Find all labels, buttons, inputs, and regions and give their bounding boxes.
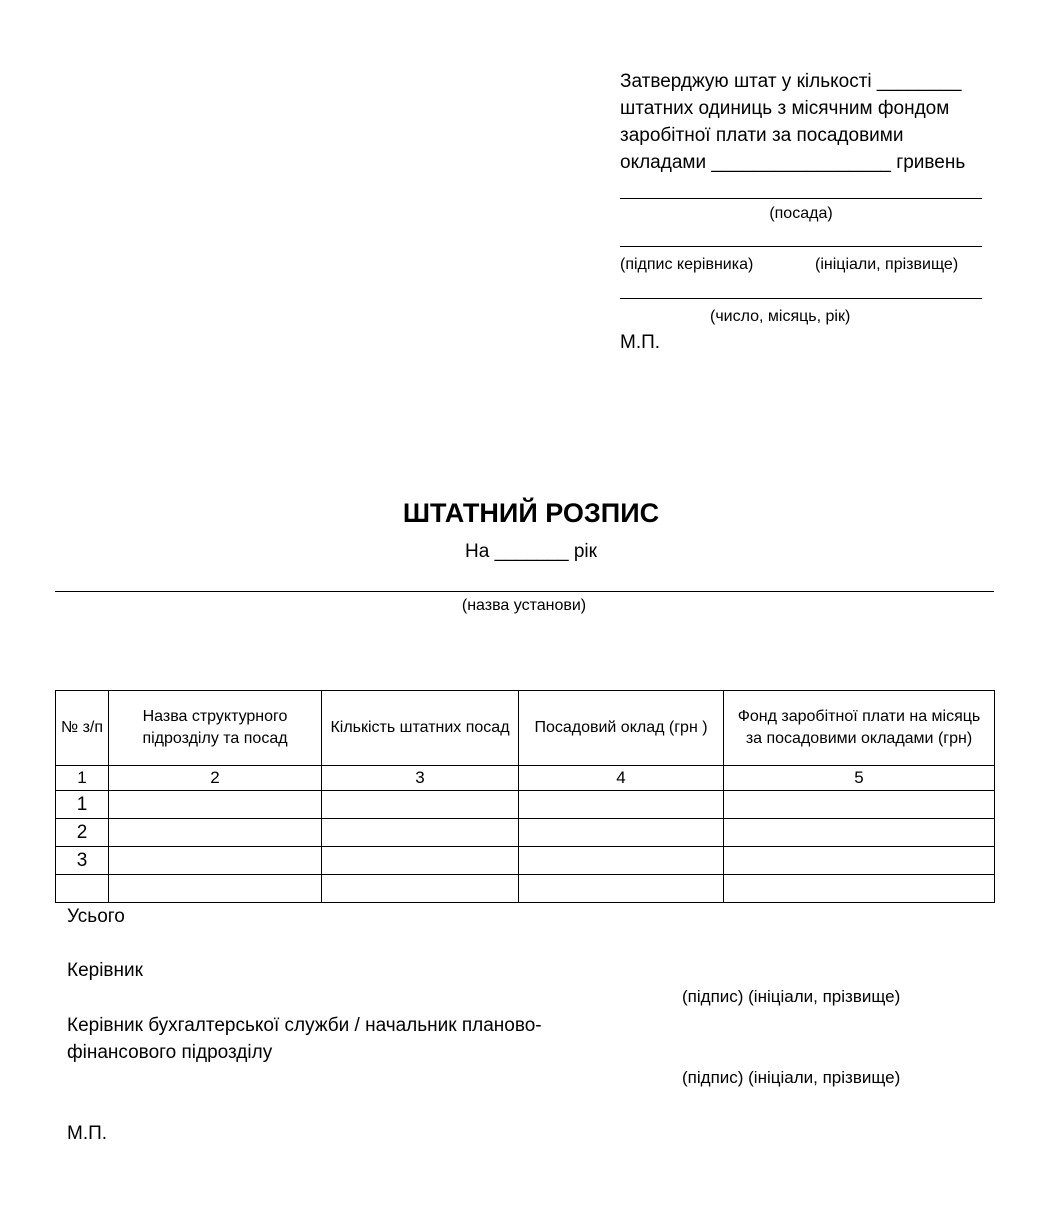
total-label: Усього — [67, 906, 125, 927]
unit-name-cell[interactable] — [109, 847, 322, 875]
institution-caption: (назва установи) — [461, 597, 587, 614]
approval-line-3: заробітної плати за посадовими — [620, 125, 904, 146]
signature-rule — [620, 246, 982, 247]
head-label: Керівник — [67, 960, 143, 981]
column-number-row — [56, 766, 995, 791]
unit-name-cell[interactable] — [109, 791, 322, 819]
salary-cell[interactable] — [519, 791, 724, 819]
unit-name-cell[interactable] — [109, 875, 322, 903]
header-unit-name: Назва структурного підрозділу та посад — [109, 691, 322, 766]
column-number: 5 — [724, 766, 995, 791]
column-number: 2 — [109, 766, 322, 791]
salary-cell[interactable] — [519, 819, 724, 847]
footer-seal: М.П. — [67, 1123, 108, 1144]
name-caption: (ініціали, прізвище) — [815, 256, 959, 273]
wage-fund-cell[interactable] — [724, 791, 995, 819]
accountant-signature-caption: (підпис) (ініціали, прізвище) — [682, 1068, 901, 1087]
approval-line-2: штатних одиниць з місячним фондом — [620, 98, 950, 119]
salary-cell[interactable] — [519, 847, 724, 875]
table-row — [56, 819, 995, 847]
column-number: 4 — [519, 766, 724, 791]
salary-cell[interactable] — [519, 875, 724, 903]
staff-count-cell[interactable] — [322, 875, 519, 903]
header-wage-fund: Фонд заробітної плати на місяць за посадовими окладами (грн) — [724, 691, 995, 766]
row-number-cell: 2 — [56, 819, 109, 847]
wage-fund-cell[interactable] — [724, 847, 995, 875]
column-number: 3 — [322, 766, 519, 791]
table-row — [56, 791, 995, 819]
wage-fund-cell[interactable] — [724, 875, 995, 903]
row-number-cell: 1 — [56, 791, 109, 819]
staff-count-cell[interactable] — [322, 819, 519, 847]
position-caption: (посада) — [769, 205, 833, 222]
staff-count-cell[interactable] — [322, 791, 519, 819]
position-rule — [620, 198, 982, 199]
header-number: № з/п — [56, 691, 109, 766]
approval-line-1: Затверджую штат у кількості ________ — [620, 71, 962, 92]
date-caption: (число, місяць, рік) — [710, 308, 851, 325]
document-title: ШТАТНИЙ РОЗПИС — [402, 498, 660, 528]
wage-fund-cell[interactable] — [724, 819, 995, 847]
approval-line-4: окладами _________________ гривень — [620, 152, 966, 173]
header-row — [56, 691, 995, 766]
accountant-label-line-1: Керівник бухгалтерської служби / начальник планово- — [67, 1015, 542, 1036]
document-year-line: На _______ рік — [465, 541, 597, 562]
head-signature-caption: (підпис) (ініціали, прізвище) — [682, 987, 901, 1006]
row-number-cell — [56, 875, 109, 903]
signature-caption: (підпис керівника) — [620, 256, 754, 273]
header-staff-count: Кількість штатних посад — [322, 691, 519, 766]
unit-name-cell[interactable] — [109, 819, 322, 847]
accountant-label-line-2: фінансового підрозділу — [67, 1042, 273, 1063]
row-number-cell: 3 — [56, 847, 109, 875]
table-row — [56, 875, 995, 903]
column-number: 1 — [56, 766, 109, 791]
header-salary: Посадовий оклад (грн ) — [519, 691, 724, 766]
approval-seal: М.П. — [620, 332, 661, 353]
staff-table — [55, 690, 995, 903]
staff-count-cell[interactable] — [322, 847, 519, 875]
date-rule — [620, 298, 982, 299]
table-row — [56, 847, 995, 875]
institution-rule — [55, 591, 994, 592]
